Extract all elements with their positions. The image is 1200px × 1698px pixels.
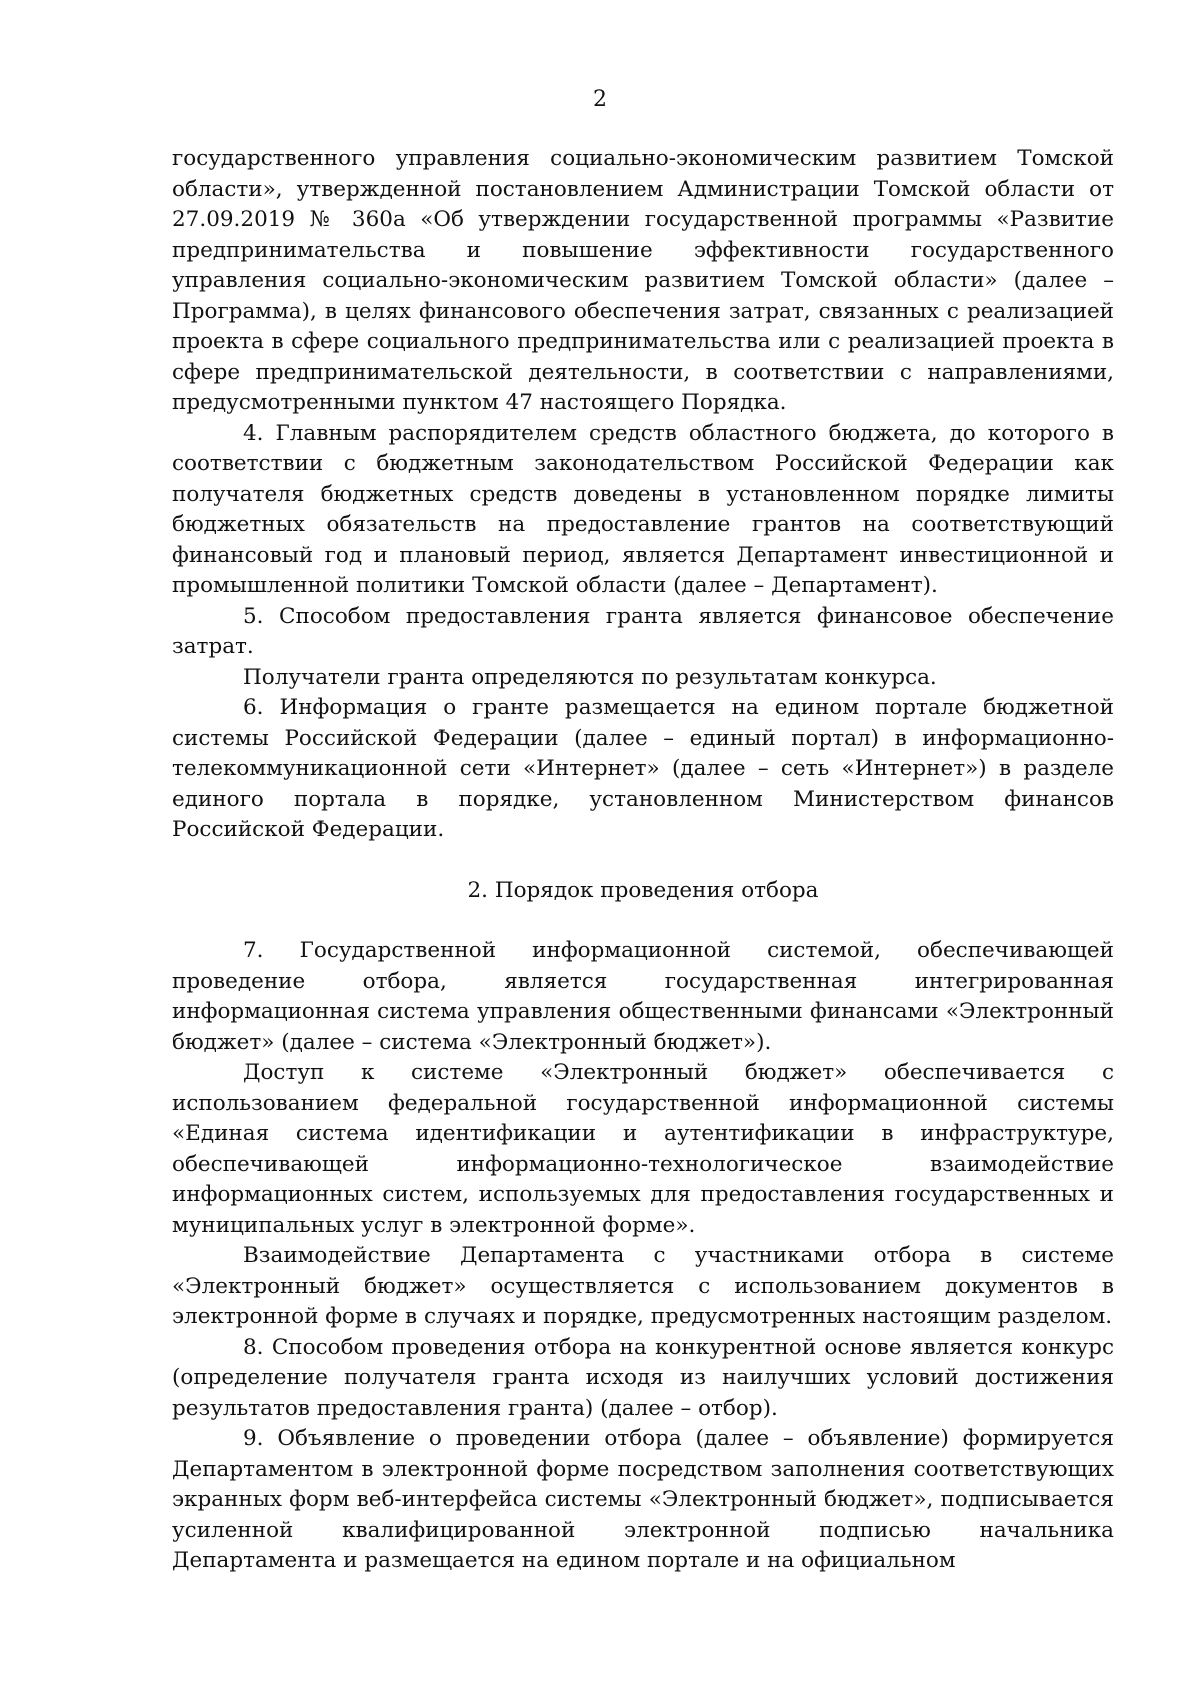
section-heading-selection-procedure: 2. Порядок проведения отбора [467,877,819,903]
page-number: 2 [593,87,607,112]
paragraph-8-selection-method: 8. Способом проведения отбора на конкурентной основе является конкурс (определение получателя гранта исходя из наилучших условий достижения результатов предоставления гранта) (далее – отбор). [172,1334,1114,1421]
paragraph-6-grant-information: 6. Информация о гранте размещается на едином портале бюджетной системы Российской Федерации (далее – единый портал) в информационно-телекоммуникационной сети «Интернет» (далее – сеть «Интернет») в разделе единого портала в порядке, установленном Министерством финансов Российской Федерации. [172,695,1114,842]
paragraph-system-access: Доступ к системе «Электронный бюджет» обеспечивается с использованием федеральной государственной информационной системы «Единая система идентификации и аутентификации в инфраструктуре, обеспечивающей информационно-технологическое взаимодействие информационных систем, используемых для предоставления государственных и муниципальных услуг в электронной форме». [172,1060,1114,1238]
paragraph-department-interaction: Взаимодействие Департамента с участниками отбора в системе «Электронный бюджет» осуществляется с использованием документов в электронной форме в случаях и порядке, предусмотренных настоящим разделом. [172,1243,1114,1329]
paragraph-9-announcement: 9. Объявление о проведении отбора (далее – объявление) формируется Департаментом в электронной форме посредством заполнения соответствующих экранных форм веб-интерфейса системы «Электронный бюджет», подписывается усиленной квалифицированной электронной подписью начальника Департамента и размещается на едином портале и на официальном [172,1426,1114,1573]
paragraph-5-grant-method: 5. Способом предоставления гранта является финансовое обеспечение затрат. [172,603,1114,659]
paragraph-program-continuation: государственного управления социально-экономическим развитием Томской области», утвержденной постановлением Администрации Томской области от 27.09.2019 № 360а «Об утверждении государственной программы «Развитие предпринимательства и повышение эффективности государственного управления социально-экономическим развитием Томской области» (далее – Программа), в целях финансового обеспечения затрат, связанных с реализацией проекта в сфере социального предпринимательства или с реализацией проекта в сфере предпринимательской деятельности, в соответствии с направлениями, предусмотренными пунктом 47 настоящего Порядка. [172,146,1114,415]
paragraph-grant-recipients: Получатели гранта определяются по результатам конкурса. [243,664,937,690]
paragraph-4-budget-manager: 4. Главным распорядителем средств областного бюджета, до которого в соответствии с бюджетным законодательством Российской Федерации как получателя бюджетных средств доведены в установленном порядке лимиты бюджетных обязательств на предоставление грантов на соответствующий финансовый год и плановый период, является Департамент инвестиционной и промышленной политики Томской области (далее – Департамент). [172,420,1114,598]
document-body [172,144,1114,1577]
paragraph-7-information-system: 7. Государственной информационной системой, обеспечивающей проведение отбора, является государственная интегрированная информационная система управления общественными финансами «Электронный бюджет» (далее – система «Электронный бюджет»). [172,938,1114,1055]
